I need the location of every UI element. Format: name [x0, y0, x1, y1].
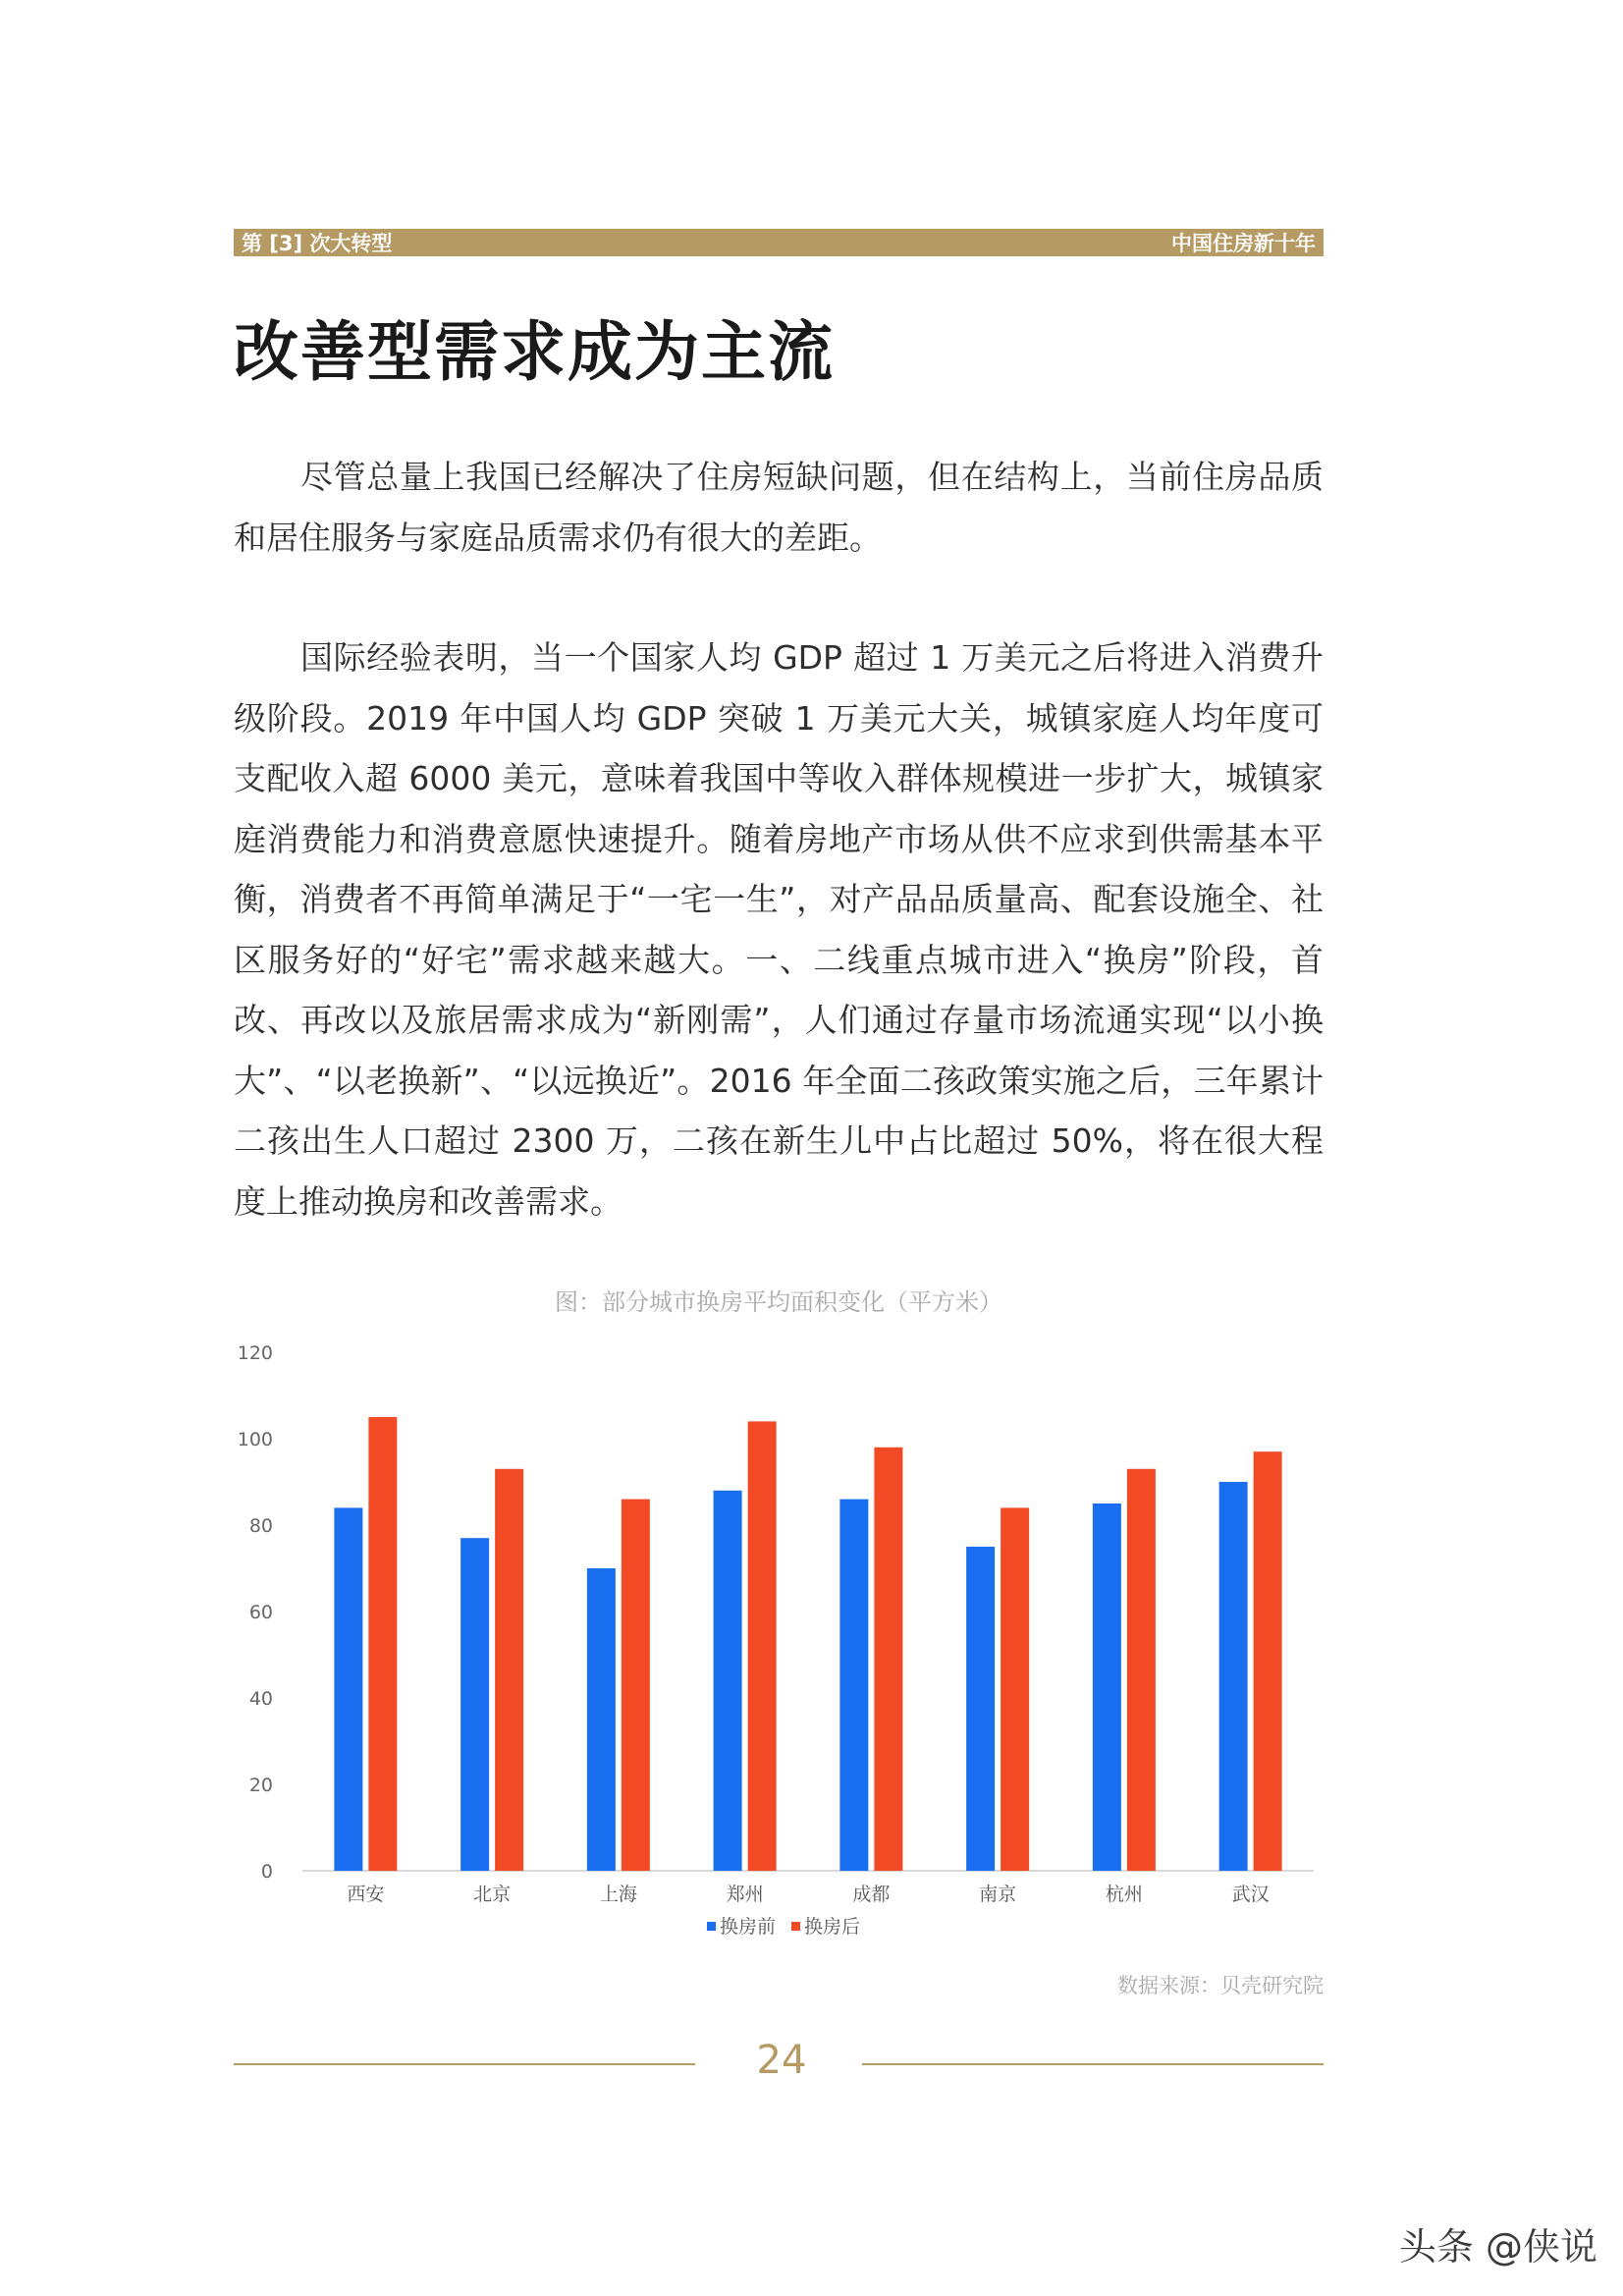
bar-after	[622, 1500, 650, 1871]
x-tick-label: 杭州	[1105, 1884, 1143, 1905]
bar-after	[1127, 1469, 1156, 1871]
watermark: 头条 @侠说	[1398, 2225, 1597, 2269]
legend-label: 换房前	[720, 1916, 777, 1938]
bar-after	[368, 1417, 397, 1871]
footer-line-right	[862, 2063, 1324, 2065]
chapter-label: 第 [3] 次大转型	[242, 232, 393, 255]
x-tick-label: 郑州	[726, 1884, 764, 1905]
book-title: 中国住房新十年	[1171, 232, 1316, 255]
bar-after	[748, 1421, 777, 1871]
legend-swatch	[791, 1922, 800, 1931]
y-tick-label: 80	[248, 1515, 273, 1537]
bar-before	[1219, 1482, 1248, 1871]
y-tick-label: 100	[237, 1429, 273, 1450]
chart-title: 图：部分城市换房平均面积变化（平方米）	[555, 1288, 1002, 1316]
x-tick-label: 上海	[599, 1884, 637, 1905]
bar-before	[839, 1500, 868, 1871]
bar-before	[587, 1568, 616, 1871]
y-tick-label: 40	[248, 1688, 273, 1710]
x-tick-label: 西安	[347, 1884, 385, 1905]
bar-after	[1001, 1507, 1029, 1871]
x-tick-label: 北京	[473, 1884, 512, 1905]
y-tick-label: 20	[248, 1775, 273, 1796]
y-tick-label: 0	[260, 1861, 273, 1883]
y-tick-label: 60	[248, 1602, 273, 1623]
x-tick-label: 成都	[852, 1884, 891, 1905]
page-number: 24	[756, 2038, 807, 2083]
bar-after	[874, 1448, 902, 1871]
chapter-header-bar	[234, 229, 1324, 256]
footer-line-left	[234, 2063, 695, 2065]
bar-before	[334, 1507, 362, 1871]
x-tick-label: 南京	[979, 1884, 1017, 1905]
legend-swatch	[707, 1922, 716, 1931]
paragraph-1: 尽管总量上我国已经解决了住房短缺问题，但在结构上，当前住房品质和居住服务与家庭品质需求仍有很大的差距。	[234, 458, 1324, 557]
bar-before	[714, 1491, 742, 1871]
paragraph-2: 国际经验表明，当一个国家人均 GDP 超过 1 万美元之后将进入消费升级阶段。2019 年中国人均 GDP 突破 1 万美元大关，城镇家庭人均年度可支配收入超 6000 美元，意味着我国中等收入群体规模进一步扩大，城镇家庭消费能力和消费意愿快速提升。随着房地产市场从供不应求到供需基本平衡，消费者不再简单满足于“一宅一生”，对产品品质量高、配套设施全、社区服务好的“好宅”需求越来越大。一、二线重点城市进入“换房”阶段，首改、再改以及旅居需求成为“新刚需”，人们通过存量市场流通实现“以小换大”、“以老换新”、“以远换近”。2016 年全面二孩政策实施之后，三年累计二孩出生人口超过 2300 万，二孩在新生儿中占比超过 50%，将在很大程度上推动换房和改善需求。	[234, 638, 1324, 1221]
page-title: 改善型需求成为主流	[234, 314, 835, 390]
data-source: 数据来源：贝壳研究院	[1117, 1974, 1324, 1997]
bar-before	[460, 1538, 489, 1871]
bar-after	[495, 1469, 523, 1871]
legend-label: 换房后	[804, 1916, 861, 1938]
bar-chart	[226, 1331, 1325, 1949]
x-tick-label: 武汉	[1231, 1884, 1270, 1905]
bar-before	[966, 1547, 995, 1871]
bar-before	[1093, 1503, 1121, 1871]
bar-after	[1254, 1451, 1282, 1871]
y-tick-label: 120	[237, 1342, 273, 1364]
